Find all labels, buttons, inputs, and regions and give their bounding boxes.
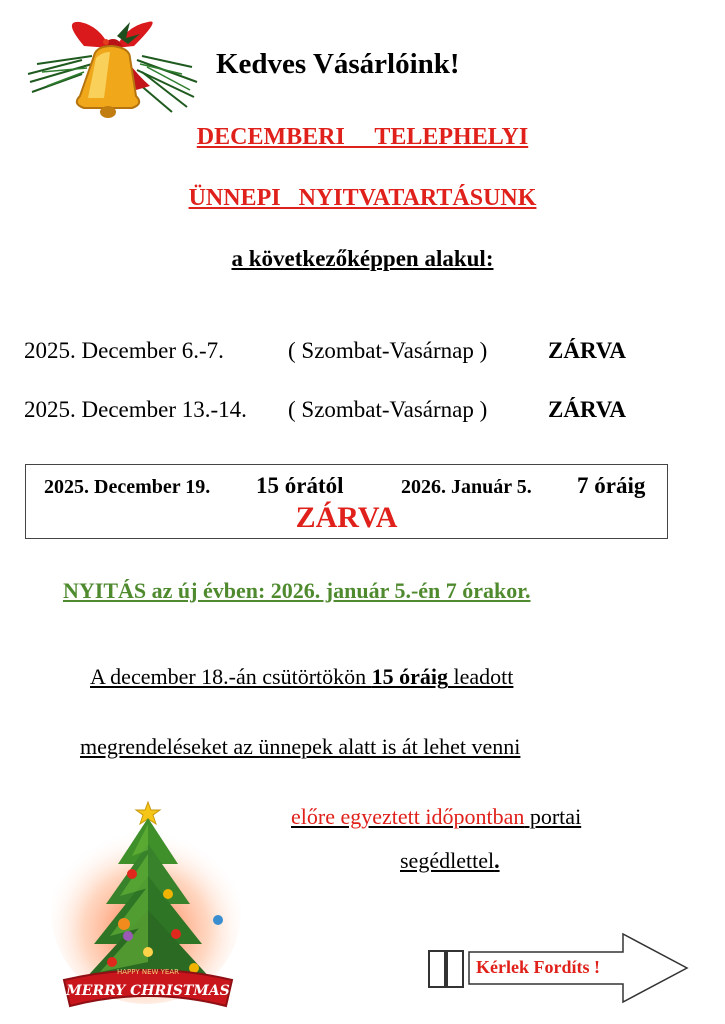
orders-line-3-black: portai [524, 804, 582, 829]
closure-status: ZÁRVA [295, 501, 398, 534]
orders-line-3-red: előre egyeztett időpontban [291, 804, 525, 829]
closure-from-time: 15 órától [256, 473, 344, 498]
schedule-date: 2025. December 13.-14. [24, 397, 247, 422]
closure-box [25, 464, 668, 539]
opening-notice: NYITÁS az új évben: 2026. január 5.-én 7 órakor. [63, 578, 531, 603]
subtitle: a következőképpen alakul: [231, 246, 494, 271]
orders-line-4 [400, 848, 500, 874]
schedule-days: ( Szombat-Vasárnap ) [288, 397, 488, 422]
title-line-2: ÜNNEPI NYITVATARTÁSUNK [188, 185, 537, 211]
orders-line-1 [90, 664, 513, 690]
orders-line-1-time: 15 óráig [371, 664, 449, 689]
orders-line-1-start: A december 18.-án csütörtökön [90, 664, 372, 689]
orders-line-4-text: segédlettel [400, 848, 495, 873]
banner-main-text: MERRY CHRISTMAS [66, 983, 230, 999]
orders-line-2: megrendeléseket az ünnepek alatt is át lehet venni [80, 734, 521, 759]
closure-from-date: 2025. December 19. [44, 476, 211, 498]
banner-top-text: HAPPY NEW YEAR [117, 968, 179, 976]
schedule-days: ( Szombat-Vasárnap ) [288, 338, 488, 363]
greeting-heading: Kedves Vásárlóink! [216, 48, 460, 80]
christmas-bell-icon [22, 12, 202, 124]
schedule-status: ZÁRVA [548, 338, 627, 363]
title-line-1: DECEMBERI TELEPHELYI [196, 124, 529, 150]
schedule-date: 2025. December 6.-7. [24, 338, 224, 363]
turn-page-label: Kérlek Fordíts ! [476, 957, 600, 977]
orders-line-4-end: . [494, 848, 500, 873]
orders-line-3 [291, 804, 581, 830]
closure-to-date: 2026. Január 5. [401, 476, 532, 498]
christmas-tree-icon [28, 784, 258, 1012]
orders-line-1-end: leadott [448, 664, 514, 689]
schedule-status: ZÁRVA [548, 397, 627, 422]
closure-to-time: 7 óráig [577, 473, 646, 498]
